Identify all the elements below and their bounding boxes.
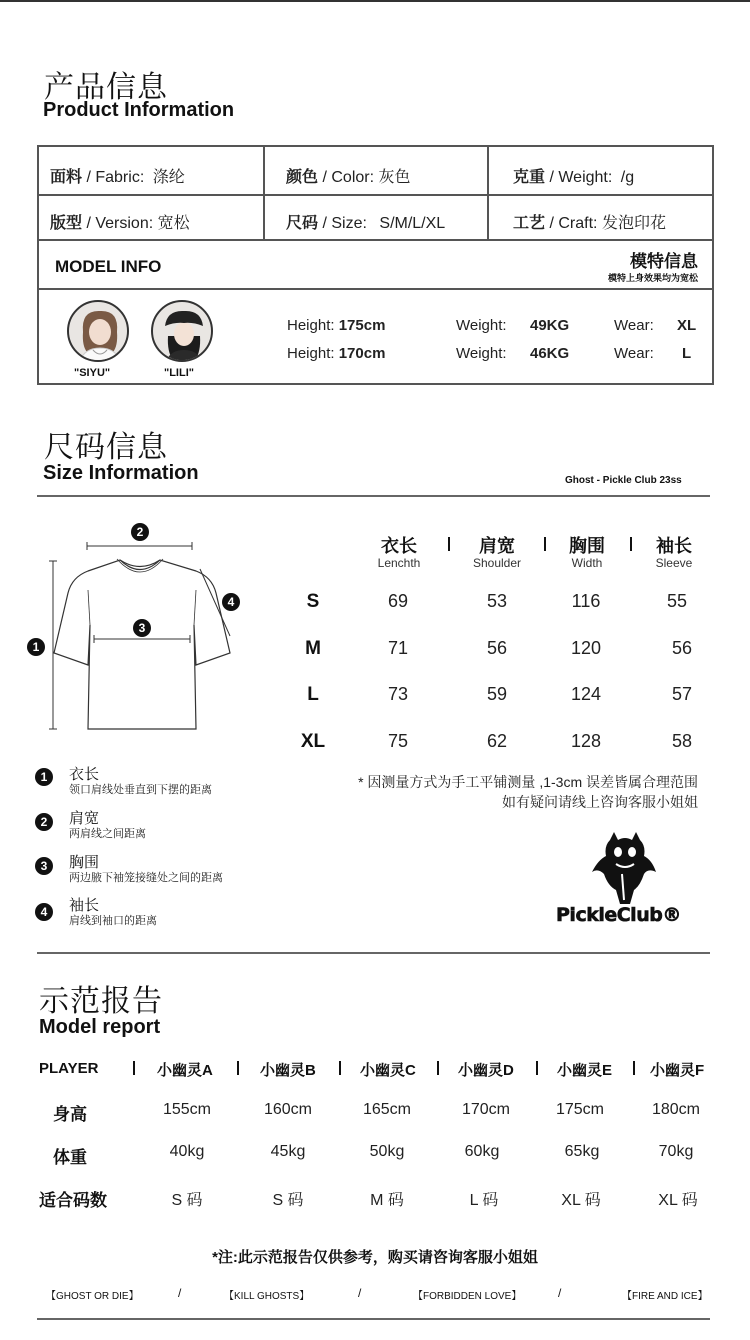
craft-label: 工艺 [513, 215, 546, 232]
avatar-siyu [67, 300, 129, 362]
col-header-en: Shoulder [472, 556, 522, 570]
divider [37, 194, 714, 196]
legend-desc: 两边腋下袖笼接缝处之间的距离 [69, 872, 223, 884]
col-header-cn: 肩宽 [479, 536, 515, 556]
size-value: 56 [671, 638, 693, 658]
legend-desc: 领口肩线处垂直到下摆的距离 [69, 784, 212, 796]
model-name: "LILI" [164, 367, 194, 379]
version-label-en: / Version: [86, 215, 154, 232]
col-header-en: Sleeve [655, 556, 693, 570]
craft-label-en: / Craft: [549, 215, 598, 232]
color-value: 灰色 [378, 169, 411, 186]
footer-separator: / [178, 1286, 182, 1300]
report-row-label: 身高 [53, 1105, 87, 1124]
color-label: 颜色 [286, 169, 319, 186]
size-value: 55 [666, 591, 688, 611]
size-title-en: Size Information [43, 462, 199, 484]
report-value: 180cm [651, 1101, 701, 1118]
report-title-cn: 示范报告 [39, 984, 163, 1019]
size-value: S/M/L/XL [379, 215, 446, 232]
height-label: Height: [287, 345, 335, 362]
footer-separator: / [558, 1286, 562, 1300]
col-header-shoulder [452, 532, 542, 570]
divider [263, 145, 265, 241]
header-separator [633, 1061, 635, 1075]
model-weight [456, 345, 507, 362]
size-label-en: / Size: [322, 215, 367, 232]
collection-label: Ghost - Pickle Club 23ss [565, 475, 682, 486]
size-row-label: XL [300, 731, 326, 752]
legend-title: 袖长 [69, 897, 100, 914]
model-weight [456, 317, 507, 334]
col-header-en: Lenchth [377, 556, 421, 570]
craft-value: 发泡印花 [601, 215, 666, 232]
footer-divider [37, 1318, 710, 1320]
model-info-title-cn: 模特信息 [630, 252, 698, 271]
footer-tag: 【FORBIDDEN LOVE】 [413, 1291, 522, 1302]
report-value: 165cm [362, 1101, 412, 1118]
col-header-sleeve [629, 532, 719, 570]
col-header-width [542, 532, 632, 570]
contact-note: 如有疑问请线上咨询客服小姐姐 [502, 794, 698, 810]
wear-value: XL [677, 317, 697, 334]
player-header: PLAYER [39, 1060, 99, 1077]
report-value: XL 码 [658, 1192, 698, 1209]
product-title-en: Product Information [43, 99, 235, 121]
model-height [287, 345, 385, 362]
legend-number: 4 [35, 903, 53, 921]
legend-title: 衣长 [69, 766, 100, 783]
report-value: XL 码 [561, 1192, 601, 1209]
size-value: 116 [571, 591, 601, 611]
color-cell [286, 164, 411, 187]
height-value: 175cm [338, 317, 386, 334]
wear-label: Wear: [614, 317, 654, 334]
size-cell [286, 210, 445, 233]
divider [487, 145, 489, 241]
col-header-length [354, 532, 444, 570]
col-header-cn: 胸围 [569, 536, 605, 556]
avatar-lili [151, 300, 213, 362]
report-title-en: Model report [39, 1016, 161, 1038]
color-label-en: / Color: [322, 169, 375, 186]
weight-label: Weight: [456, 317, 507, 334]
size-value: 124 [570, 684, 602, 704]
header-separator [448, 537, 450, 551]
player-name: 小幽灵D [458, 1062, 514, 1079]
legend-desc: 肩线到袖口的距离 [69, 915, 157, 927]
wear-label: Wear: [614, 345, 654, 362]
size-row-label: M [305, 638, 321, 659]
height-label: Height: [287, 317, 335, 334]
size-row-label: S [306, 591, 320, 612]
weight-label: Weight: [456, 345, 507, 362]
size-label: 尺码 [286, 215, 319, 232]
version-label: 版型 [50, 215, 83, 232]
model-wear [614, 345, 654, 362]
model-wear-value [677, 317, 696, 334]
brand-logo-text: PickleClub® [556, 904, 681, 926]
footer-tag: 【KILL GHOSTS】 [224, 1291, 310, 1302]
fabric-label-en: / Fabric: [86, 169, 145, 186]
report-value: 70kg [658, 1143, 694, 1160]
player-name: 小幽灵A [157, 1062, 213, 1079]
model-height [287, 317, 385, 334]
report-value: 175cm [555, 1101, 605, 1118]
report-value: 60kg [464, 1143, 500, 1160]
report-value: 40kg [169, 1143, 205, 1160]
size-value: 120 [570, 638, 602, 658]
header-separator [536, 1061, 538, 1075]
legend-title: 胸围 [69, 854, 100, 871]
footer-tag: 【FIRE AND ICE】 [622, 1291, 708, 1302]
header-separator [237, 1061, 239, 1075]
size-value: 56 [486, 638, 508, 658]
fabric-value: 涤纶 [152, 169, 185, 186]
weight-label: 克重 [513, 169, 546, 186]
section-divider [37, 495, 710, 497]
col-header-cn: 袖长 [656, 536, 692, 556]
weight-value: 46KG [530, 345, 570, 362]
report-value: M 码 [370, 1192, 404, 1209]
version-value: 宽松 [157, 215, 190, 232]
footer-separator: / [358, 1286, 362, 1300]
model-wear-value [682, 345, 691, 362]
measurement-note: * 因测量方式为手工平铺测量 ,1-3cm 误差皆属合理范围 [358, 774, 698, 790]
legend-number: 1 [35, 768, 53, 786]
model-info-title: MODEL INFO [55, 257, 162, 276]
player-name: 小幽灵E [557, 1062, 613, 1079]
report-value: S 码 [171, 1192, 203, 1209]
size-value: 62 [486, 731, 508, 751]
size-value: 73 [387, 684, 409, 704]
legend-number: 2 [35, 813, 53, 831]
height-value: 170cm [338, 345, 386, 362]
header-separator [133, 1061, 135, 1075]
size-value: 128 [570, 731, 602, 751]
size-title-cn: 尺码信息 [44, 430, 168, 465]
version-cell [50, 210, 190, 233]
report-row-label: 适合码数 [39, 1191, 107, 1210]
size-value: 59 [486, 684, 508, 704]
product-title-cn: 产品信息 [44, 70, 168, 105]
section-divider [37, 952, 710, 954]
size-value: 58 [671, 731, 693, 751]
marker-length: 1 [27, 638, 45, 656]
header-separator [437, 1061, 439, 1075]
weight-value: /g [620, 169, 635, 186]
report-row-label: 体重 [53, 1148, 87, 1167]
size-row-label: L [307, 684, 319, 705]
ghost-logo-icon [590, 830, 660, 908]
player-name: 小幽灵C [360, 1062, 416, 1079]
marker-sleeve: 4 [222, 593, 240, 611]
model-name: "SIYU" [74, 367, 111, 379]
fabric-cell [50, 164, 185, 187]
size-value: 71 [387, 638, 409, 658]
report-value: 45kg [270, 1143, 306, 1160]
weight-cell [513, 164, 634, 187]
report-value: 170cm [461, 1101, 511, 1118]
report-footnote: *注:此示范报告仅供参考，购买请咨询客服小姐姐 [212, 1249, 538, 1266]
model-weight-value [530, 317, 569, 334]
size-value: 57 [671, 684, 693, 704]
top-border [0, 0, 750, 2]
wear-value: L [682, 345, 692, 362]
player-name: 小幽灵B [260, 1062, 316, 1079]
size-value: 53 [486, 591, 508, 611]
legend-title: 肩宽 [69, 810, 100, 827]
marker-shoulder: 2 [131, 523, 149, 541]
report-value: 160cm [263, 1101, 313, 1118]
col-header-en: Width [571, 556, 603, 570]
footer-tag: 【GHOST OR DIE】 [46, 1291, 139, 1302]
report-value: 50kg [369, 1143, 405, 1160]
divider [37, 239, 714, 241]
model-wear [614, 317, 654, 334]
report-value: 65kg [564, 1143, 600, 1160]
report-value: S 码 [272, 1192, 304, 1209]
model-weight-value [530, 345, 569, 362]
player-name: 小幽灵F [650, 1062, 705, 1079]
model-info-subtitle: 模特上身效果均为宽松 [607, 273, 698, 283]
legend-desc: 两肩线之间距离 [69, 828, 146, 840]
report-value: L 码 [469, 1192, 499, 1209]
size-value: 69 [387, 591, 409, 611]
divider [37, 288, 714, 290]
fabric-label: 面料 [50, 169, 83, 186]
marker-chest: 3 [133, 619, 151, 637]
legend-number: 3 [35, 857, 53, 875]
header-separator [339, 1061, 341, 1075]
weight-value: 49KG [530, 317, 570, 334]
col-header-cn: 衣长 [381, 536, 417, 556]
weight-label-en: / Weight: [549, 169, 613, 186]
craft-cell [513, 210, 666, 233]
size-value: 75 [387, 731, 409, 751]
report-value: 155cm [162, 1101, 212, 1118]
